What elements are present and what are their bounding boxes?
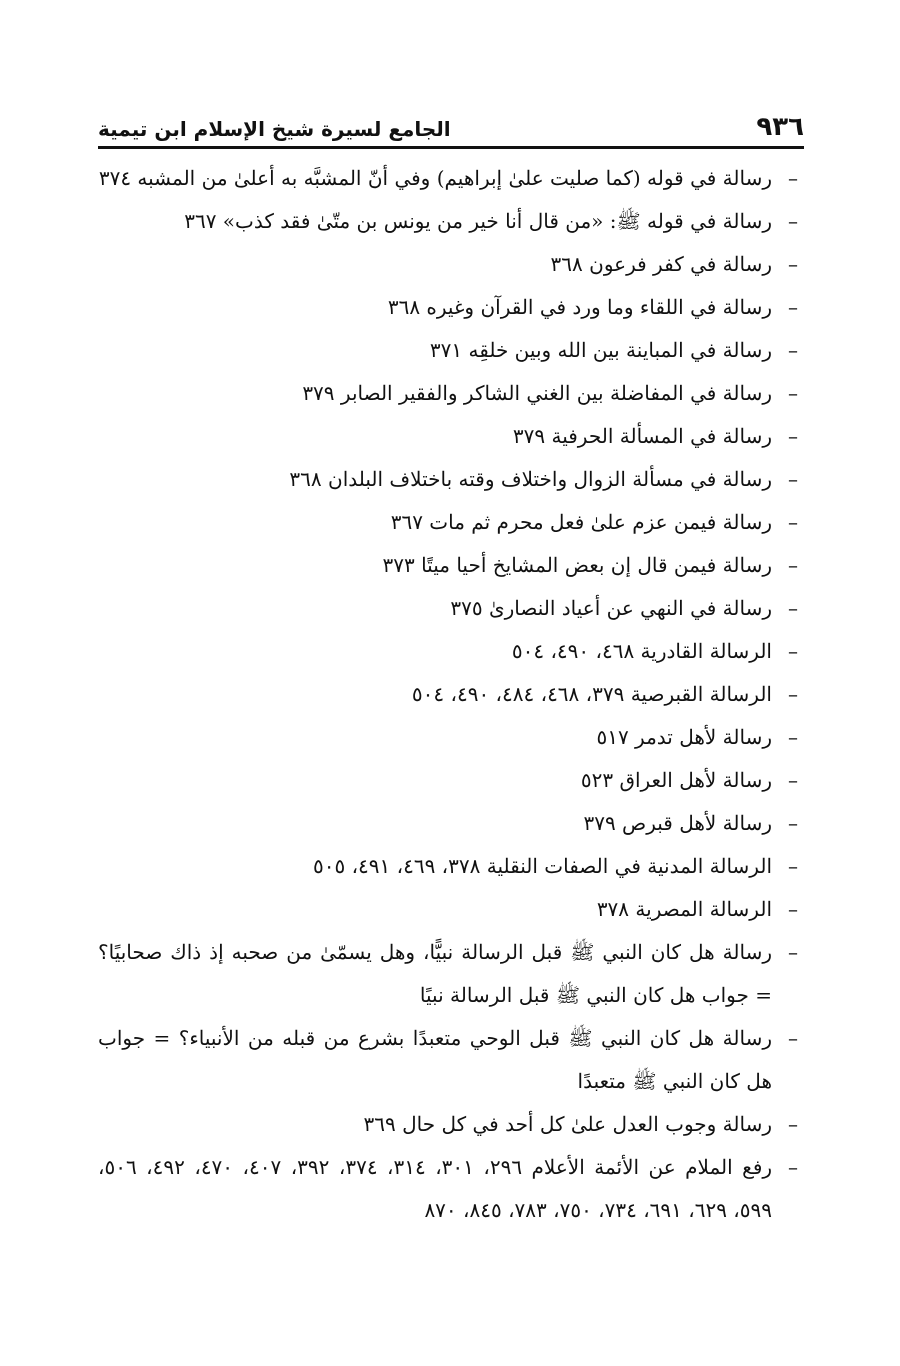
entry-text: رسالة فيمن عزم علىٰ فعل محرم ثم مات ٣٦٧ <box>390 510 772 534</box>
entry-text: رسالة فيمن قال إن بعض المشايخ أحيا ميتًا ٣٧٣ <box>382 553 772 577</box>
index-entry <box>98 716 804 759</box>
entry-dash: – <box>788 1155 798 1179</box>
entry-dash: – <box>788 940 798 964</box>
entry-dash: – <box>788 639 798 663</box>
index-entry <box>98 544 804 587</box>
index-entry <box>98 286 804 329</box>
entry-dash: – <box>788 596 798 620</box>
page-number: ٩٣٦ <box>756 112 804 142</box>
index-entry <box>98 931 804 1017</box>
entry-text: الرسالة القادرية ٤٦٨، ٤٩٠، ٥٠٤ <box>511 639 772 663</box>
index-entry <box>98 200 804 243</box>
entry-dash: – <box>788 1112 798 1136</box>
entry-dash: – <box>788 510 798 534</box>
entry-text: الرسالة القبرصية ٣٧٩، ٤٦٨، ٤٨٤، ٤٩٠، ٥٠٤ <box>411 682 772 706</box>
index-entries-list <box>98 157 804 1232</box>
entry-dash: – <box>788 811 798 835</box>
index-entry <box>98 243 804 286</box>
index-entry <box>98 1146 804 1232</box>
entry-dash: – <box>788 682 798 706</box>
running-header <box>98 108 804 148</box>
entry-text: رسالة في المباينة بين الله وبين خلقِه ٣٧١ <box>429 338 772 362</box>
entry-dash: – <box>788 338 798 362</box>
index-entry <box>98 673 804 716</box>
index-entry <box>98 372 804 415</box>
index-entry <box>98 415 804 458</box>
index-entry <box>98 845 804 888</box>
index-entry <box>98 888 804 931</box>
entry-dash: – <box>788 381 798 405</box>
entry-text: رسالة في المفاضلة بين الغني الشاكر والفقير الصابر ٣٧٩ <box>302 381 772 405</box>
entry-text: رسالة في كفر فرعون ٣٦٨ <box>550 252 772 276</box>
entry-dash: – <box>788 897 798 921</box>
entry-text: رسالة في مسألة الزوال واختلاف وقته باختلاف البلدان ٣٦٨ <box>289 467 772 491</box>
header-rule <box>98 146 804 149</box>
entry-text: رسالة لأهل قبرص ٣٧٩ <box>583 811 772 835</box>
entry-text: رسالة في اللقاء وما ورد في القرآن وغيره ٣٦٨ <box>387 295 772 319</box>
index-entry <box>98 1103 804 1146</box>
book-title: الجامع لسيرة شيخ الإسلام ابن تيمية <box>98 117 451 141</box>
entry-text: رسالة هل كان النبي ﷺ قبل الرسالة نبيًّا، وهل يسمّىٰ من صحبه إذ ذاك صحابيًا؟ = جواب هل كان النبي ﷺ قبل الرسالة نبيًا <box>98 940 772 1007</box>
entry-dash: – <box>788 768 798 792</box>
entry-text: رسالة وجوب العدل علىٰ كل أحد في كل حال ٣٦٩ <box>363 1112 772 1136</box>
entry-text: الرسالة المدنية في الصفات النقلية ٣٧٨، ٤٦٩، ٤٩١، ٥٠٥ <box>313 854 772 878</box>
entry-text: رفع الملام عن الأئمة الأعلام ٢٩٦، ٣٠١، ٣١٤، ٣٧٤، ٣٩٢، ٤٠٧، ٤٧٠، ٤٩٢، ٥٠٦، ٥٩٩، ٦٢٩، ٦٩١، ٧٣٤، ٧٥٠، ٧٨٣، ٨٤٥، ٨٧٠ <box>98 1155 773 1222</box>
entry-text: رسالة لأهل العراق ٥٢٣ <box>580 768 772 792</box>
entry-dash: – <box>788 252 798 276</box>
entry-dash: – <box>788 295 798 319</box>
entry-text: رسالة في المسألة الحرفية ٣٧٩ <box>512 424 772 448</box>
entry-text: رسالة لأهل تدمر ٥١٧ <box>596 725 772 749</box>
index-entry <box>98 587 804 630</box>
entry-dash: – <box>788 467 798 491</box>
entry-dash: – <box>788 553 798 577</box>
entry-text: رسالة في النهي عن أعياد النصارىٰ ٣٧٥ <box>450 596 772 620</box>
entry-text: رسالة في قوله ﷺ: «من قال أنا خير من يونس بن متّىٰ فقد كذب» ٣٦٧ <box>184 209 772 233</box>
index-entry <box>98 329 804 372</box>
index-entry <box>98 501 804 544</box>
index-entry <box>98 1017 804 1103</box>
entry-dash: – <box>788 424 798 448</box>
entry-dash: – <box>788 209 798 233</box>
index-entry <box>98 759 804 802</box>
index-entry <box>98 802 804 845</box>
entry-dash: – <box>788 1026 798 1050</box>
index-entry <box>98 458 804 501</box>
entry-text: الرسالة المصرية ٣٧٨ <box>596 897 772 921</box>
entry-dash: – <box>788 725 798 749</box>
index-entry <box>98 630 804 673</box>
entry-dash: – <box>788 854 798 878</box>
index-entry <box>98 157 804 200</box>
entry-dash: – <box>788 166 798 190</box>
entry-text: رسالة في قوله (كما صليت علىٰ إبراهيم) وفي أنّ المشبَّه به أعلىٰ من المشبه ٣٧٤ <box>98 166 772 190</box>
entry-text: رسالة هل كان النبي ﷺ قبل الوحي متعبدًا بشرع من قبله من الأنبياء؟ = جواب هل كان النبي ﷺ متعبدًا <box>98 1026 772 1093</box>
